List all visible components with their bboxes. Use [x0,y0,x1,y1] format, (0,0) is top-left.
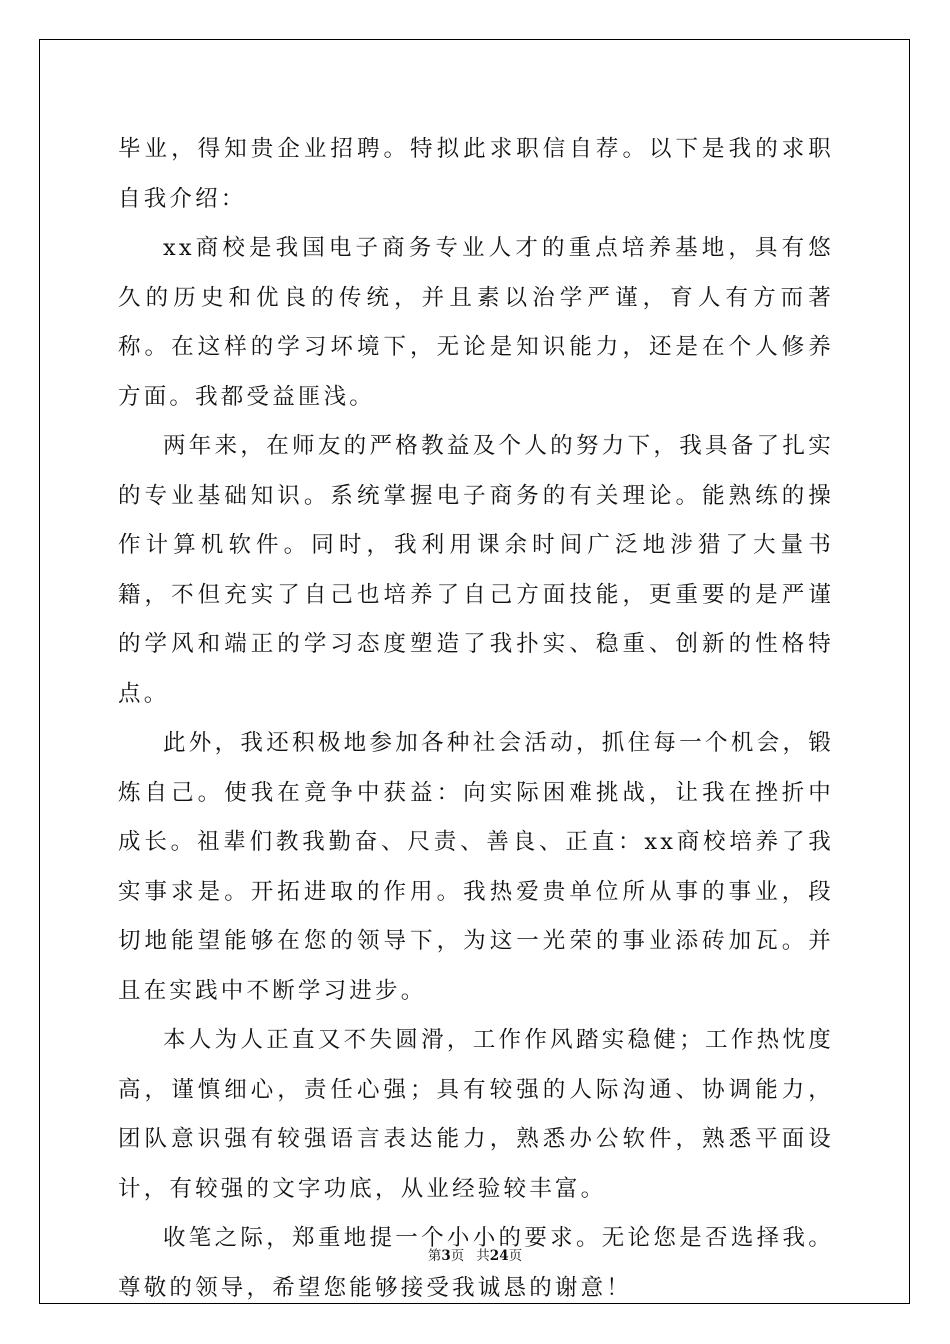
page-suffix: 页 [450,1248,465,1264]
document-body [118,125,834,1313]
paragraph-school-intro: xx商校是我国电子商务专业人才的重点培养基地，具有悠久的历史和优良的传统，并且素以治学严谨，育人有方而著称。在这样的学习坏境下，无论是知识能力，还是在个人修养方面。我都受益匪浅。 [118,235,834,410]
paragraph-continuation: 毕业，得知贵企业招聘。特拟此求职信自荐。以下是我的求职自我介绍： [118,136,834,212]
paragraph-skills: 两年来，在师友的严格教益及个人的努力下，我具备了扎实的专业基础知识。系统掌握电子商务的有关理论。能熟练的操作计算机软件。同时，我利用课余时间广泛地涉猎了大量书籍，不但充实了自己也培养了自己方面技能，更重要的是严谨的学风和端正的学习态度塑造了我扑实、稳重、创新的性格特点。 [118,433,834,707]
total-prefix: 共 [476,1248,490,1264]
page-current-number: 3 [441,1248,451,1264]
total-suffix: 页 [508,1248,523,1264]
page-footer [0,1247,950,1265]
page-prefix: 第 [427,1248,442,1264]
paragraph-closing: 收笔之际，郑重地提一个小小的要求。无论您是否选择我。尊敬的领导，希望您能够接受我诚恳的谢意！ [118,1225,834,1301]
paragraph-personality: 本人为人正直又不失圆滑，工作作风踏实稳健；工作热忱度高，谨慎细心，责任心强；具有较强的人际沟通、协调能力，团队意识强有较强语言表达能力，熟悉办公软件，熟悉平面设计，有较强的文字功底，从业经验较丰富。 [118,1027,834,1202]
page-total-number: 24 [489,1248,509,1264]
paragraph-activities: 此外，我还积极地参加各种社会活动，抓住每一个机会，锻炼自己。使我在竟争中获益：向实际困难挑战，让我在挫折中成长。祖辈们教我勤奋、尺责、善良、正直：xx商校培养了我实事求是。开拓进取的作用。我热爱贵单位所从事的事业，段切地能望能够在您的领导下，为这一光荣的事业添砖加瓦。并且在实践中不断学习进步。 [118,730,834,1004]
